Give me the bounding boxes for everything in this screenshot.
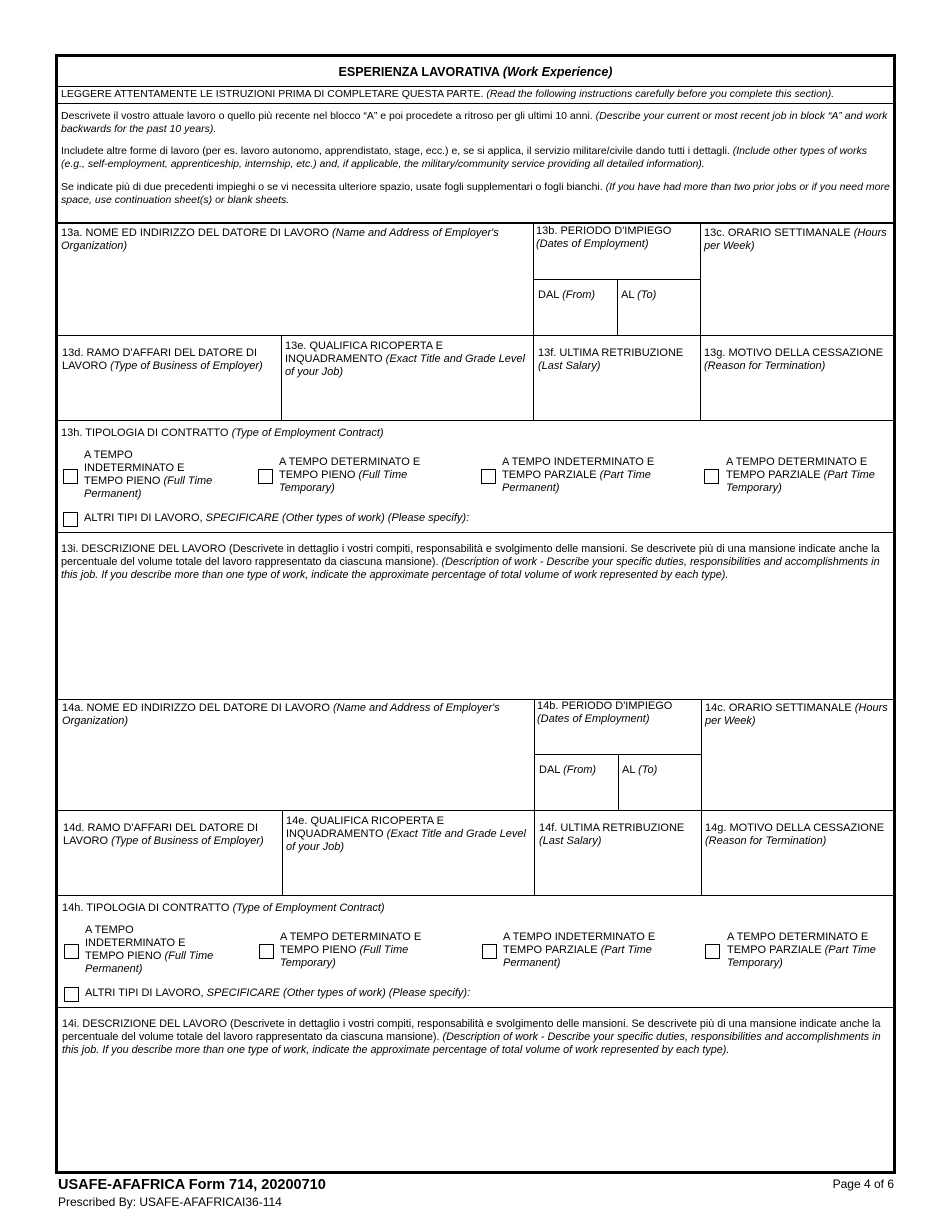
field-13b-from-label: DAL (From) (538, 289, 596, 301)
divider (533, 224, 534, 420)
field-13a-label: 13a. NOME ED INDIRIZZO DEL DATORE DI LAVORO (Name and Address of Employer's Organization) (61, 227, 499, 252)
contract-other-checkbox-13[interactable] (63, 512, 78, 527)
field-14g-label: 14g. MOTIVO DELLA CESSAZIONE (Reason for Termination) (705, 822, 885, 847)
contract-option-label: A TEMPO DETERMINATO E TEMPO PARZIALE (Part Time Temporary) (726, 456, 875, 494)
divider (58, 810, 893, 811)
field-13i-label: 13i. DESCRIZIONE DEL LAVORO (Descrivete in dettaglio i vostri compiti, responsabilità e svolgimento delle mansioni. Se descrivete più di una mansione indicate anche la percentuale del volume totale del lavoro rappresentato da ciascuna mansione). (Description of work - Describe your specific duties, responsibilities and accomplishments in this job. If you describe more than one type of work, indicate the approximate percentage of total volume of work represented by each type). (61, 543, 880, 581)
contract-parttime-temporary-checkbox-13[interactable] (704, 469, 719, 484)
divider (58, 895, 893, 896)
contract-option-label: A TEMPO INDETERMINATO E TEMPO PARZIALE (Part Time Permanent) (502, 456, 655, 494)
divider (534, 699, 535, 895)
divider (58, 335, 893, 336)
field-13c-label: 13c. ORARIO SETTIMANALE (Hours per Week) (704, 227, 887, 252)
divider (534, 754, 701, 755)
field-13e-label: 13e. QUALIFICA RICOPERTA E INQUADRAMENTO (Exact Title and Grade Level of your Job) (285, 340, 525, 378)
contract-other-label: ALTRI TIPI DI LAVORO, SPECIFICARE (Other types of work) (Please specify): (85, 987, 471, 999)
instruction-4: Se indicate più di due precedenti impieghi o se vi necessita ulteriore spazio, usate fogli supplementari o fogli bianchi. (If you have had more than two prior jobs or if you need more space, use continuation sheet(s) or blank sheets. (61, 181, 890, 206)
divider (58, 699, 893, 700)
field-13b-label: 13b. PERIODO D'IMPIEGO (Dates of Employment) (536, 225, 672, 250)
contract-fulltime-permanent-checkbox-14[interactable] (64, 944, 79, 959)
field-14b-label: 14b. PERIODO D'IMPIEGO (Dates of Employment) (537, 700, 673, 725)
divider (281, 335, 282, 420)
contract-option-label: A TEMPO DETERMINATO E TEMPO PIENO (Full Time Temporary) (279, 456, 421, 494)
prescribed-by: Prescribed By: USAFE-AFAFRICAI36-114 (58, 1195, 282, 1209)
page-number: Page 4 of 6 (832, 1177, 894, 1191)
field-14b-to-label: AL (To) (622, 764, 658, 776)
form-frame (55, 54, 896, 1174)
contract-option-label: A TEMPO INDETERMINATO E TEMPO PARZIALE (Part Time Permanent) (503, 931, 656, 969)
contract-fulltime-permanent-checkbox-13[interactable] (63, 469, 78, 484)
instruction-1: LEGGERE ATTENTAMENTE LE ISTRUZIONI PRIMA DI COMPLETARE QUESTA PARTE. (Read the following instructions carefully before you complete this section). (61, 88, 835, 100)
contract-other-checkbox-14[interactable] (64, 987, 79, 1002)
field-13b-to-label: AL (To) (621, 289, 657, 301)
field-14i-label: 14i. DESCRIZIONE DEL LAVORO (Descrivete in dettaglio i vostri compiti, responsabilità e svolgimento delle mansioni. Se descrivete più di una mansione indicate anche la percentuale del volume totale del lavoro rappresentato da ciascuna mansione). (Description of work - Describe your specific duties, responsibilities and accomplishments in this job. If you describe more than one type of work, indicate the approximate percentage of total volume of work represented by each type). (62, 1018, 881, 1056)
contract-parttime-temporary-checkbox-14[interactable] (705, 944, 720, 959)
divider (58, 86, 893, 87)
contract-fulltime-temporary-checkbox-14[interactable] (259, 944, 274, 959)
divider (58, 222, 893, 224)
divider (58, 103, 893, 104)
instruction-3: Includete altre forme di lavoro (per es. lavoro autonomo, apprendistato, stage, ecc.) e, se si applica, il servizio militare/civile dando tutti i dettagli. (Include other types of works (e.g., self-employment, apprenticeship, internship, etc.) and, if applicable, the military/community service providing all detailed information). (61, 145, 867, 170)
field-14c-label: 14c. ORARIO SETTIMANALE (Hours per Week) (705, 702, 888, 727)
field-14b-from-label: DAL (From) (539, 764, 597, 776)
contract-other-label: ALTRI TIPI DI LAVORO, SPECIFICARE (Other types of work) (Please specify): (84, 512, 470, 524)
field-13d-label: 13d. RAMO D'AFFARI DEL DATORE DI LAVORO (Type of Business of Employer) (62, 347, 263, 372)
field-13f-label: 13f. ULTIMA RETRIBUZIONE (Last Salary) (538, 347, 684, 372)
form-number: USAFE-AFAFRICA Form 714, 20200710 (58, 1177, 326, 1193)
contract-parttime-permanent-checkbox-13[interactable] (481, 469, 496, 484)
contract-parttime-permanent-checkbox-14[interactable] (482, 944, 497, 959)
contract-option-label: A TEMPO INDETERMINATO E TEMPO PIENO (Full Time Permanent) (85, 924, 214, 975)
section-title: ESPERIENZA LAVORATIVA (Work Experience) (338, 65, 613, 79)
divider (58, 420, 893, 421)
divider (282, 810, 283, 895)
instruction-2: Descrivete il vostro attuale lavoro o quello più recente nel blocco “A” e poi procedete a ritroso per gli ultimi 10 anni. (Describe your current or most recent job in block “A” and work backwards for the past 10 years). (61, 110, 888, 135)
field-14a-label: 14a. NOME ED INDIRIZZO DEL DATORE DI LAVORO (Name and Address of Employer's Organization) (62, 702, 500, 727)
contract-fulltime-temporary-checkbox-13[interactable] (258, 469, 273, 484)
field-13g-label: 13g. MOTIVO DELLA CESSAZIONE (Reason for Termination) (704, 347, 884, 372)
divider (58, 1007, 893, 1008)
contract-option-label: A TEMPO INDETERMINATO E TEMPO PIENO (Full Time Permanent) (84, 449, 213, 500)
divider (617, 279, 618, 335)
field-13h-label: 13h. TIPOLOGIA DI CONTRATTO (Type of Employment Contract) (61, 427, 384, 439)
contract-option-label: A TEMPO DETERMINATO E TEMPO PIENO (Full Time Temporary) (280, 931, 422, 969)
divider (618, 754, 619, 810)
field-14e-label: 14e. QUALIFICA RICOPERTA E INQUADRAMENTO (Exact Title and Grade Level of your Job) (286, 815, 526, 853)
field-14d-label: 14d. RAMO D'AFFARI DEL DATORE DI LAVORO (Type of Business of Employer) (63, 822, 264, 847)
divider (700, 224, 701, 420)
contract-option-label: A TEMPO DETERMINATO E TEMPO PARZIALE (Part Time Temporary) (727, 931, 876, 969)
divider (701, 699, 702, 895)
field-14h-label: 14h. TIPOLOGIA DI CONTRATTO (Type of Employment Contract) (62, 902, 385, 914)
field-14f-label: 14f. ULTIMA RETRIBUZIONE (Last Salary) (539, 822, 685, 847)
divider (58, 532, 893, 533)
divider (533, 279, 700, 280)
